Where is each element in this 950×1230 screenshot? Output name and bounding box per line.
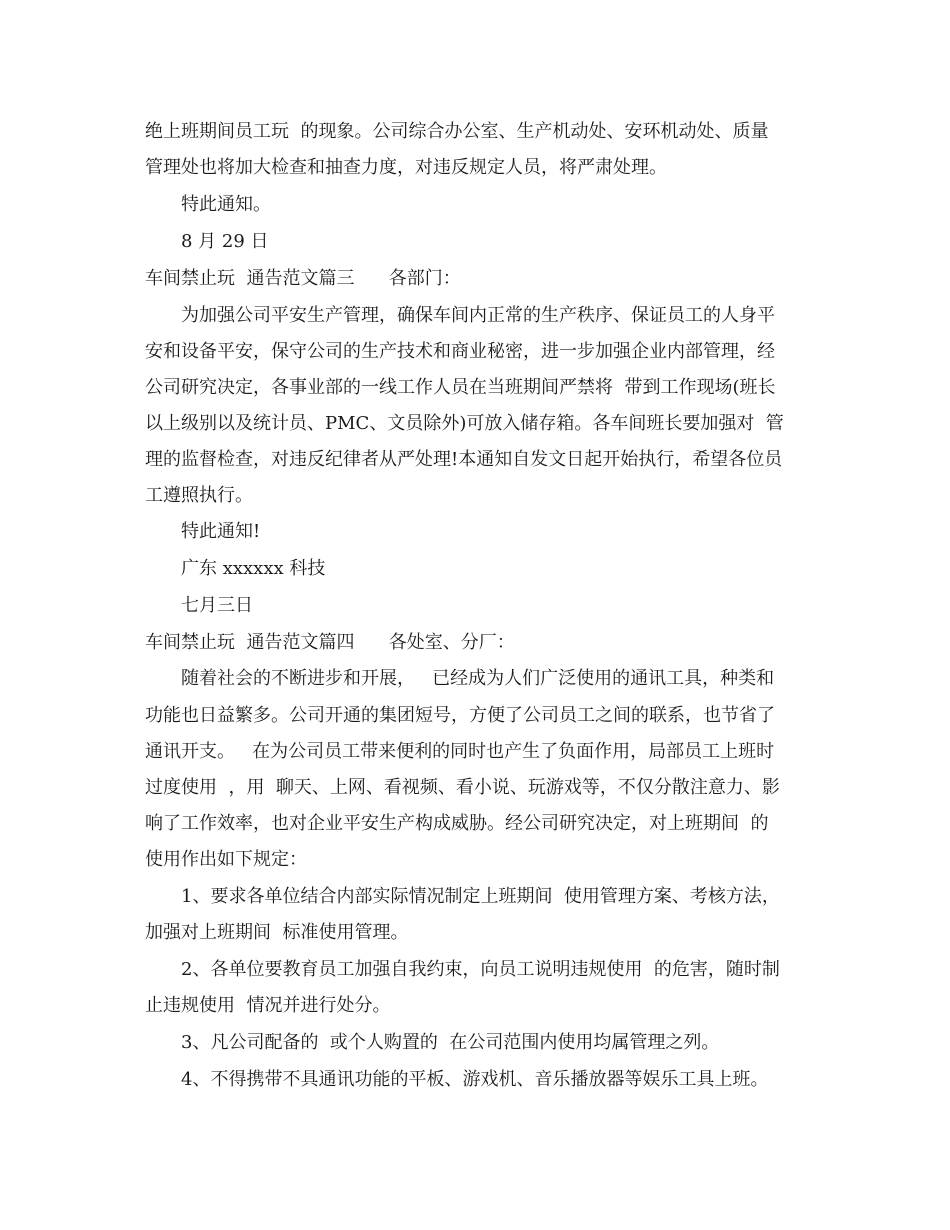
text-line: 绝上班期间员工玩 的现象。公司综合办公室、生产机动处、安环机动处、质量 — [145, 121, 769, 142]
list-item: 2、各单位要教育员工加强自我约束，向员工说明违规使用 的危害，随时制 — [181, 959, 780, 980]
text-line: 公司研究决定，各事业部的一线工作人员在当班期间严禁将 带到工作现场(班长 — [145, 377, 776, 398]
date-line: 七月三日 — [181, 595, 253, 616]
signature-line: 广东 xxxxxx 科技 — [181, 558, 326, 579]
text-line: 管理处也将加大检查和抽查力度，对违反规定人员，将严肃处理。 — [145, 157, 667, 178]
text-line: 随着社会的不断进步和开展， 已经成为人们广泛使用的通讯工具，种类和 — [181, 668, 775, 689]
text-line: 安和设备平安，保守公司的生产技术和商业秘密，进一步加强企业内部管理，经 — [145, 341, 775, 362]
text-line: 理的监督检查，对违反纪律者从严处理!本通知自发文日起开始执行，希望各位员 — [145, 449, 783, 470]
text-line: 通讯开支。 在为公司员工带来便利的同时也产生了负面作用，局部员工上班时 — [145, 741, 775, 762]
section-heading: 车间禁止玩 通告范文篇四 各处室、分厂： — [145, 632, 515, 653]
text-line: 响了工作效率，也对企业平安生产构成威胁。经公司研究决定，对上班期间 的 — [145, 813, 769, 834]
text-line: 止违规使用 情况并进行处分。 — [145, 995, 391, 1016]
text-line: 加强对上班期间 标准使用管理。 — [145, 922, 409, 943]
closing-line: 特此通知。 — [181, 194, 271, 215]
text-line: 为加强公司平安生产管理，确保车间内正常的生产秩序、保证员工的人身平 — [181, 305, 775, 326]
text-line: 过度使用 ，用 聊天、上网、看视频、看小说、玩游戏等，不仅分散注意力、影 — [145, 777, 780, 798]
section-heading: 车间禁止玩 通告范文篇三 各部门： — [145, 268, 461, 289]
closing-line: 特此通知! — [181, 521, 261, 542]
date-line: 8 月 29 日 — [181, 231, 269, 252]
text-line: 以上级别以及统计员、PMC、文员除外)可放入储存箱。各车间班长要加强对 管 — [145, 413, 784, 434]
list-item: 1、要求各单位结合内部实际情况制定上班期间 使用管理方案、考核方法， — [181, 886, 780, 907]
list-item: 3、凡公司配备的 或个人购置的 在公司范围内使用均属管理之列。 — [181, 1032, 720, 1053]
list-item: 4、不得携带不具通讯功能的平板、游戏机、音乐播放器等娱乐工具上班。 — [181, 1069, 769, 1090]
text-line: 使用作出如下规定： — [145, 849, 307, 870]
text-line: 功能也日益繁多。公司开通的集团短号，方便了公司员工之间的联系，也节省了 — [145, 705, 775, 726]
text-line: 工遵照执行。 — [145, 485, 253, 506]
